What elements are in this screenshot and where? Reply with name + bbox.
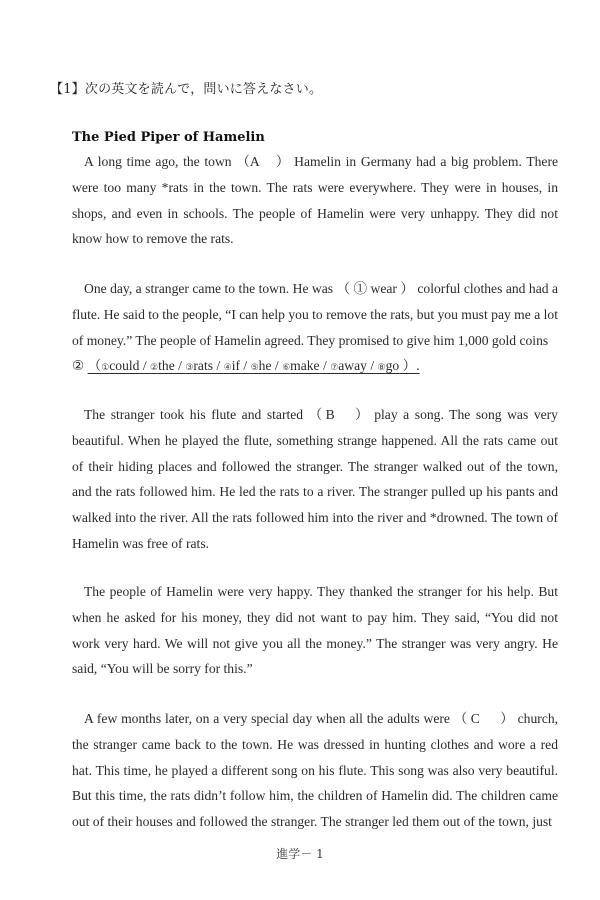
p3-text-after: play a song. The song was very beautiful. When he played the flute, something strange happened. All the rats came out of their hiding places and followed the stranger. The stranger walked out of the town, and the rats followed him. He led the rats to a river. The stranger pulled up his pants and walked into the river. All the rats followed him into the river and *drowned. The town of Hamelin was free of rats. [72, 407, 558, 551]
word-choice-text: make [290, 358, 320, 374]
p5-text-after: church, the stranger came back to the town. He was dressed in hunting clothes and wore a red hat. This time, he played a different song on his flute. This song was also very beautiful. But this time, the rats didn’t follow him, the children of Hamelin did. The children came out of their houses and followed the stranger. The stranger led them out of the town, just [72, 711, 559, 830]
word-separator: / [366, 358, 378, 374]
word-choice [330, 358, 367, 373]
blank-C: （ C ） [453, 711, 514, 726]
word-choice-text: he [258, 358, 272, 374]
word-choice-text: the [158, 358, 175, 374]
paragraph-4 [72, 579, 558, 682]
word-choice-number: ④ [223, 362, 232, 373]
question-instruction: 【1】次の英文を読んで，問いに答えなさい。 [50, 82, 323, 97]
word-choice-number: ⑧ [377, 362, 386, 373]
word-choice-number: ⑦ [330, 362, 339, 373]
blank-B: （ B ） [308, 407, 369, 422]
p1-text-before: A long time ago, the town [84, 154, 232, 169]
p2-text-after: colorful clothes and had a flute. He said to the people, “I can help you to remove the rats, but you must pay me a lot of money.” The people of Hamelin agreed. They promised to give him 1,000 gold coins [72, 281, 559, 348]
word-choice-text: if [231, 358, 240, 374]
word-choice [251, 358, 272, 373]
word-separator: / [240, 358, 251, 374]
question-2-word-order: （①could / ②the / ③rats / ④if / ⑤he / ⑥make / ⑦away / ⑧go ）. [87, 358, 420, 374]
word-choice-text: could [109, 358, 140, 374]
word-choice [224, 358, 240, 373]
passage-title: The Pied Piper of Hamelin [72, 130, 265, 145]
paragraph-1 [72, 149, 558, 252]
word-choice-text: away [338, 358, 367, 374]
p5-text-before: A few months later, on a very special day when all the adults were [84, 711, 450, 726]
p4-text: The people of Hamelin were very happy. They thanked the stranger for his help. But when he asked for his money, they did not want to pay him. They said, “You did not work very hard. We will not give you all the money.” The stranger was very angry. He said, “You will be sorry for this.” [72, 584, 558, 677]
page-number: 進学－ 1 [276, 847, 324, 861]
paragraph-3 [72, 402, 558, 557]
blank-1-wear: （ ① wear ） [336, 281, 414, 296]
word-separator: / [174, 358, 186, 374]
p3-text-before: The stranger took his flute and started [84, 407, 304, 422]
paragraph-5 [72, 706, 558, 835]
p1-text-after: Hamelin in Germany had a big problem. There were too many *rats in the town. The rats were everywhere. They were in houses, in shops, and even in schools. The people of Hamelin were very unhappy. They did not know how to remove the rats. [72, 154, 559, 247]
word-choice [101, 358, 139, 373]
blank-A: （A ） [236, 154, 290, 169]
paragraph-2 [72, 276, 558, 381]
word-choice [378, 358, 400, 373]
word-separator: / [271, 358, 283, 374]
word-choice-number: ① [101, 362, 110, 373]
p2-text-before: One day, a stranger came to the town. He was [84, 281, 334, 296]
word-separator: / [139, 358, 151, 374]
word-separator: / [319, 358, 331, 374]
word-separator: / [213, 358, 224, 374]
word-choice-number: ⑥ [282, 362, 291, 373]
word-choice-text: rats [193, 358, 214, 374]
word-choice-text: go [385, 358, 400, 374]
word-choice-number: ③ [185, 362, 194, 373]
word-choice [185, 358, 213, 373]
word-choice-number: ② [150, 362, 159, 373]
word-choice-number: ⑤ [250, 362, 259, 373]
word-choice [282, 358, 320, 373]
question-2-marker: ② [72, 358, 85, 374]
word-choice [150, 358, 175, 373]
